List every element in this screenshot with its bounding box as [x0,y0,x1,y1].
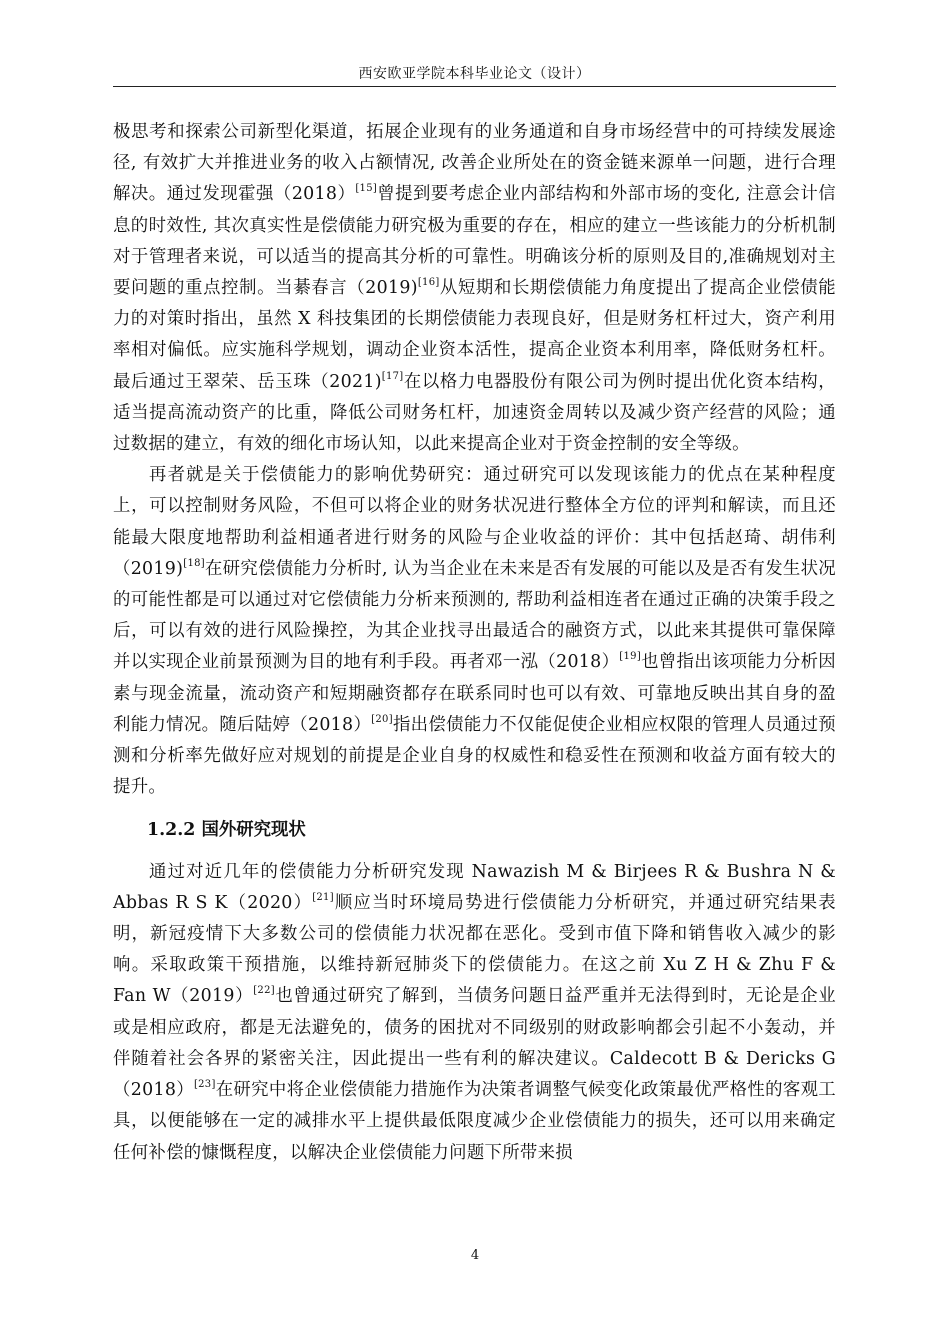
citation-18: [18] [183,557,205,569]
paragraph-text: 在研究偿债能力分析时, 认为当企业在未来是否有发展的可能以及是否有发生状况的可能性都是可以通过对它偿债能力分析来预测的, 帮助利益相连者在通过正确的决策手段之后，可以有效的进行风险操控，为其企业找寻出最适合的融资方式，以此来其提供可靠保障并以实现企业前景预测为目的地有利手段。再者邓一泓（2018） [113,558,836,673]
paragraph-text: 也曾通过研究了解到，当债务问题日益严重并无法得到时，无论是企业或是相应政府，都是无法避免的，债务的困扰对不同级别的财政影响都会引起不小轰动，并伴随着社会各界的紧密关注，因此提出一些有利的解决建议。Caldecott B & Dericks G（2018） [113,986,836,1101]
page-number: 4 [470,1248,480,1263]
paragraph-text: 极思考和探索公司新型化渠道，拓展企业现有的业务通道和自身市场经营中的可持续发展途径, 有效扩大并推进业务的收入占额情况, 改善企业所处在的资金链来源单一问题，进行合理解决。通过发现霍强（2018） [113,122,836,205]
paragraph-3 [113,857,836,1169]
citation-21: [21] [312,891,334,903]
paragraph-text: 顺应当时环境局势进行偿债能力分析研究，并通过研究结果表明，新冠疫情下大多数公司的偿债能力状况都在恶化。受到市值下降和销售收入减少的影响。采取政策干预措施，以维持新冠肺炎下的偿债能力。在这之前 Xu Z H & Zhu F & Fan W（2019） [113,892,837,1007]
paragraph-text: 通过对近几年的偿债能力分析研究发现 Nawazish M & Birjees R & Bushra N & Abbas R S K（2020） [113,861,836,913]
paragraph-text: 从短期和长期偿债能力角度提出了提高企业偿债能力的对策时指出，虽然 X 科技集团的长期偿债能力表现良好，但是财务杠杆过大，资产利用率相对偏低。应实施科学规划，调动企业资本活性，提高企业资本利用率，降低财务杠杆。最后通过王翠荣、岳玉珠（2021) [113,278,836,392]
citation-23: [23] [193,1079,216,1091]
citation-16: [16] [417,277,440,289]
paragraph-text: 再者就是关于偿债能力的影响优势研究：通过研究可以发现该能力的优点在某种程度上，可以控制财务风险，不但可以将企业的财务状况进行整体全方位的评判和解读，而且还能最大限度地帮助利益相通者进行财务的风险与企业收益的评价：其中包括赵琦、胡伟利（2019) [113,465,836,579]
citation-22: [22] [253,985,275,997]
paragraph-1 [113,117,836,460]
citation-20: [20] [371,713,393,725]
citation-15: [15] [355,183,378,195]
paragraph-text: 也曾指出该项能力分析因素与现金流量，流动资产和短期融资都存在联系同时也可以有效、可靠地反映出其自身的盈利能力情况。随后陆婷（2018） [113,652,836,735]
page-header: 西安欧亚学院本科毕业论文（设计） [358,66,591,82]
header-rule [113,86,836,87]
paragraph-text: 曾提到要考虑企业内部结构和外部市场的变化, 注意会计信息的时效性, 其次真实性是偿债能力研究极为重要的存在，相应的建立一些该能力的分析机制对于管理者来说，可以适当的提高其分析的可靠性。明确该分析的原则及目的,准确规划对主要问题的重点控制。当綦春言（2019) [113,184,836,299]
paragraph-text: 在研究中将企业偿债能力措施作为决策者调整气候变化政策最优严格性的客观工具，以便能够在一定的减排水平上提供最低限度减少企业偿债能力的损失，还可以用来确定任何补偿的慷慨程度，以解决企业偿债能力问题下所带来损 [113,1080,836,1163]
document-body [113,117,836,1169]
section-heading: 1.2.2 国外研究现状 [147,820,306,841]
citation-17: [17] [381,370,404,382]
paragraph-text: 在以格力电器股份有限公司为例时提出优化资本结构，适当提高流动资产的比重，降低公司财务杠杆，加速资金周转以及减少资产经营的风险；通过数据的建立，有效的细化市场认知，以此来提高企业对于资金控制的安全等级。 [113,371,836,455]
paragraph-text: 指出偿债能力不仅能促使企业相应权限的管理人员通过预测和分析率先做好应对规划的前提是企业自身的权威性和稳妥性在预测和收益方面有较大的提升。 [113,714,836,798]
citation-19: [19] [619,651,642,663]
paragraph-2 [113,460,836,803]
